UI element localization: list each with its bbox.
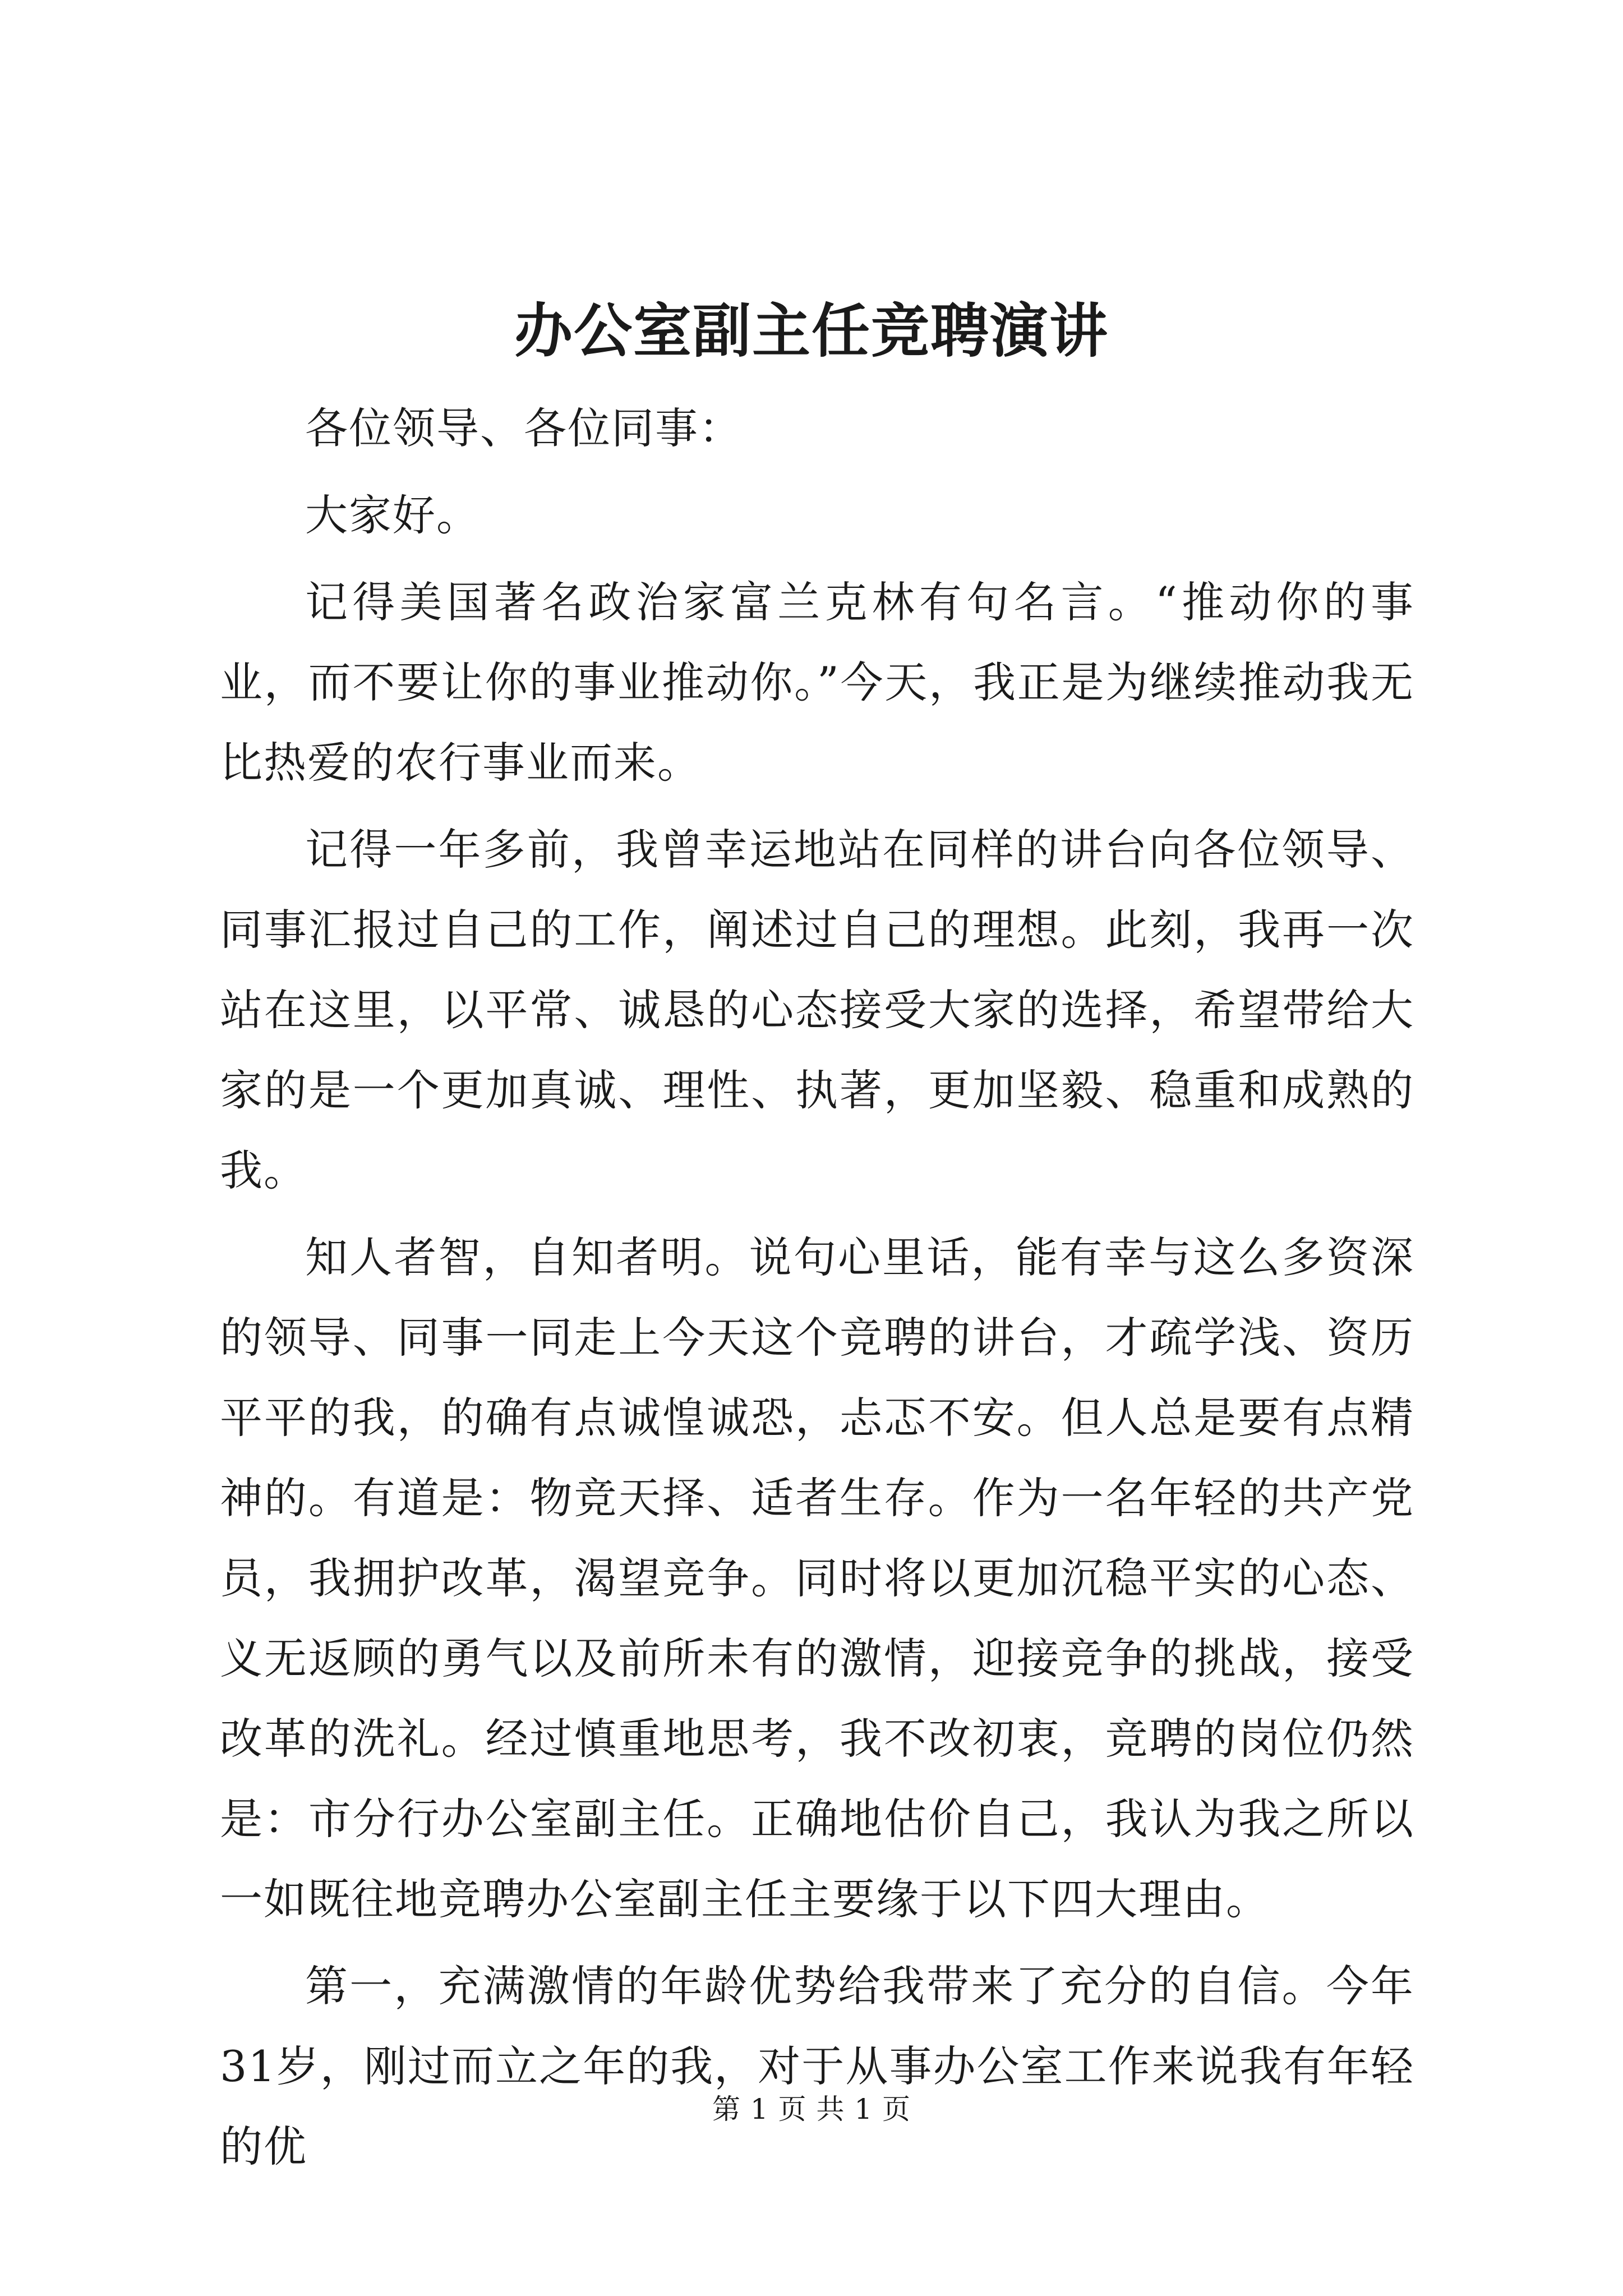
paragraph-reason-one: 第一，充满激情的年龄优势给我带来了充分的自信。今年31岁，刚过而立之年的我，对于从事办公室工作来说我有年轻的优 (220, 1961, 1414, 2171)
page-footer: 第 1 页 共 1 页 (712, 2093, 911, 2125)
document-title: 办公室副主任竞聘演讲 (514, 296, 1109, 365)
paragraph-salutation: 各位领导、各位同事： (305, 403, 743, 453)
paragraph-self-assessment: 知人者智，自知者明。说句心里话，能有幸与这么多资深的领导、同事一同走上今天这个竞聘的讲台，才疏学浅、资历平平的我，的确有点诚惶诚恐，忐忑不安。但人总是要有点精神的。有道是：物竞天择、适者生存。作为一名年轻的共产党员，我拥护改革，渴望竞争。同时将以更加沉稳平实的心态、义无返顾的勇气以及前所未有的激情，迎接竞争的挑战，接受改革的洗礼。经过慎重地思考，我不改初衷，竞聘的岗位仍然是：市分行办公室副主任。正确地估价自己，我认为我之所以一如既往地竞聘办公室副主任主要缘于以下四大理由。 (220, 1232, 1414, 1924)
paragraph-greeting: 大家好。 (305, 490, 480, 540)
paragraph-recollection: 记得一年多前，我曾幸运地站在同样的讲台向各位领导、同事汇报过自己的工作，阐述过自己的理想。此刻，我再一次站在这里，以平常、诚恳的心态接受大家的选择，希望带给大家的是一个更加真诚、理性、执著，更加坚毅、稳重和成熟的我。 (220, 825, 1414, 1195)
document-body (220, 388, 1414, 2193)
paragraph-quote: 记得美国著名政治家富兰克林有句名言。“推动你的事业，而不要让你的事业推动你。”今天，我正是为继续推动我无比热爱的农行事业而来。 (220, 577, 1414, 788)
